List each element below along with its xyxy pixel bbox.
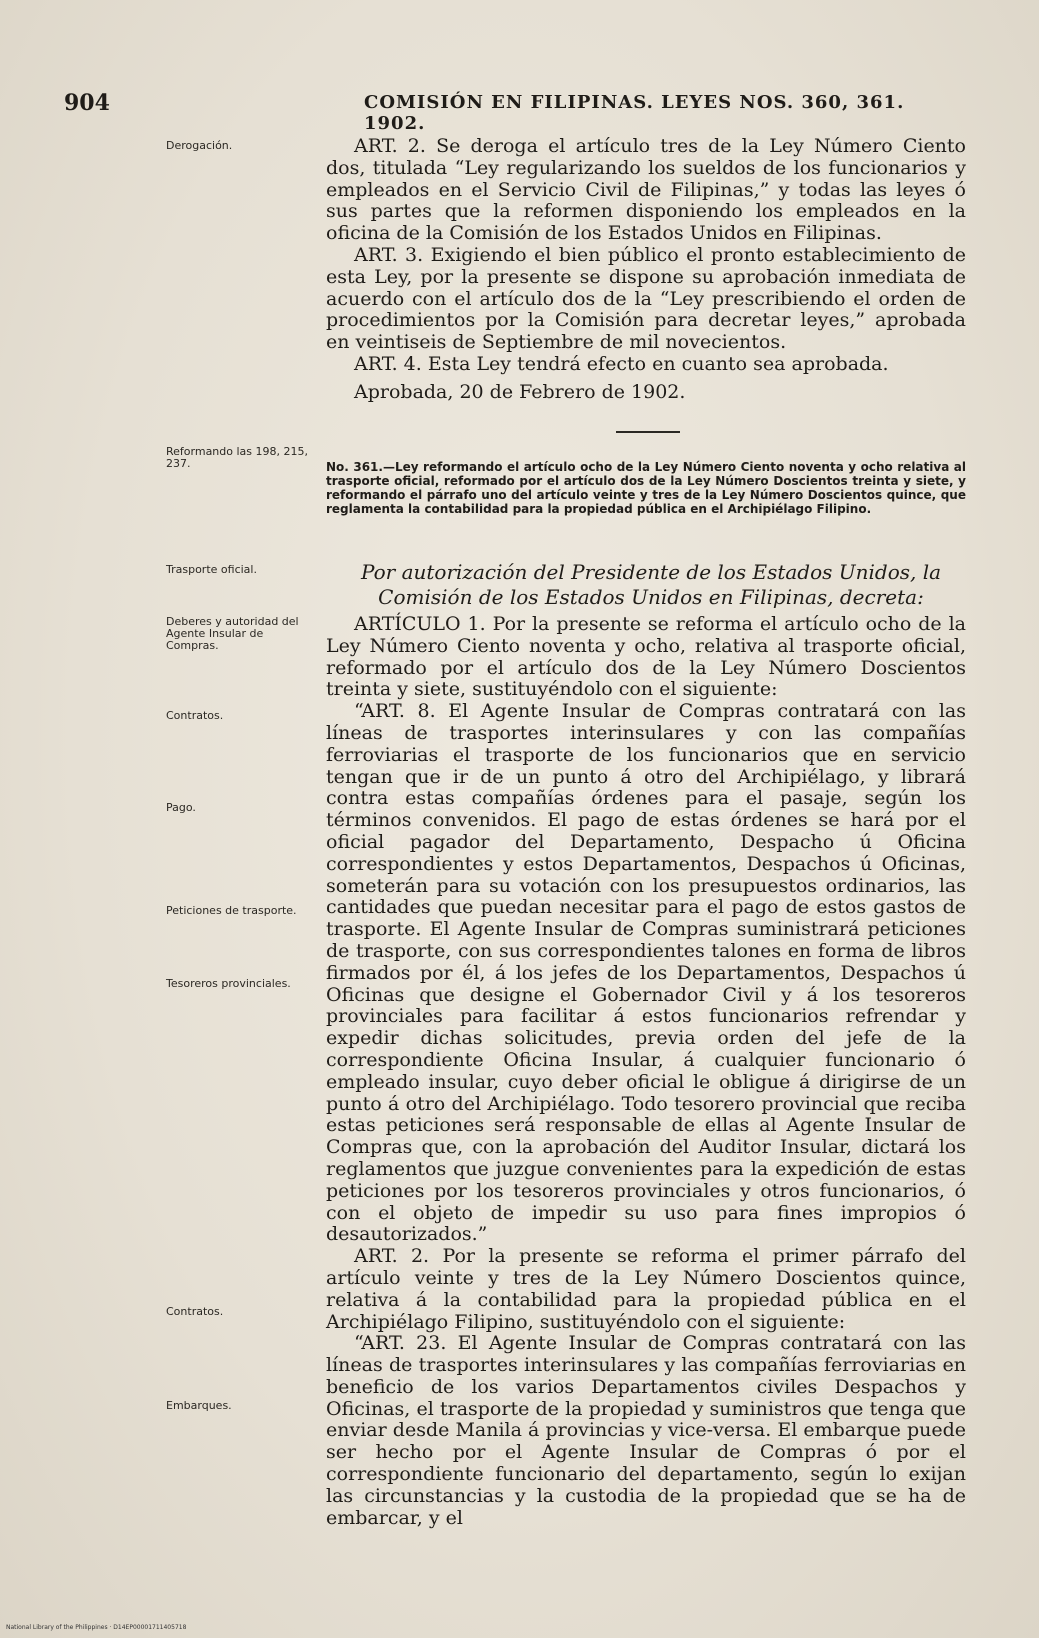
margin-note-contratos: Contratos.	[166, 709, 224, 722]
decree-line: Por autorización del Presidente de los Estados Unidos, la Comisión de los Estados Unidos en Filipinas, decreta:	[360, 560, 942, 609]
approval-date: Aprobada, 20 de Febrero de 1902.	[354, 380, 686, 403]
article-4: ART. 4. Esta Ley tendrá efecto en cuanto sea aprobada.	[354, 352, 889, 375]
section-ley-360	[326, 136, 966, 404]
law-361-title: No. 361.—Ley reformando el artículo ocho de la Ley Número Ciento noventa y ocho relativa al trasporte oficial, reformado por el artículo dos de la Ley Número Doscientos treinta y siete, y reformando el párrafo uno del artículo veinte y tres de la Ley Número Doscientos quince, que reglamenta la contabilidad para la propiedad pública en el Archipiélago Filipino.	[326, 460, 966, 516]
margin-note-tesoreros: Tesoreros provinciales.	[166, 977, 291, 990]
article-2: ART. 2. Se deroga el artículo tres de la Ley Número Ciento dos, titulada “Ley regularizando los sueldos de los funcionarios y empleados en el Servicio Civil de Filipinas,” y todas las leyes ó sus partes que la reformen disponiendo los empleados en la oficina de la Comisión de los Estados Unidos en Filipinas.	[326, 135, 966, 245]
section-divider	[616, 431, 680, 433]
scan-footer: National Library of the Philippines · D14EP00001711405718	[6, 1624, 187, 1631]
page-number: 904	[64, 90, 110, 116]
margin-note-trasporte-oficial: Trasporte oficial.	[166, 563, 257, 576]
article-3: ART. 3. Exigiendo el bien público el pronto establecimiento de esta Ley, por la presente se dispone su aprobación inmediata de acuerdo con el artículo dos de la “Ley prescribiendo el orden de procedimientos por la Comisión para decretar leyes,” aprobada en veintiseis de Septiembre de mil novecientos.	[326, 243, 966, 354]
page-header	[64, 90, 944, 134]
margin-note-pago: Pago.	[166, 801, 196, 814]
section-ley-361	[326, 614, 966, 1529]
law-361-article-8: “ART. 8. El Agente Insular de Compras contratará con las líneas de trasportes interinsulares y con las compañías ferroviarias el trasporte de los funcionarios que en servicio tengan que ir de un punto á otro del Archipiélago, y librará contra estas compañías órdenes para el pasaje, según los términos convenidos. El pago de estas órdenes se hará por el oficial pagador del Departamento, Despacho ú Oficina correspondientes y estos Departamentos, Despachos ú Oficinas, someterán para su votación con los presupuestos ordinarios, las cantidades que puedan necesitar para el pago de estos gastos de trasporte. El Agente Insular de Compras suministrará peticiones de trasporte, con sus correspondientes talones en forma de libros firmados por él, á los jefes de los Departamentos, Despachos ú Oficinas que designe el Gobernador Civil y á los tesoreros provinciales para facilitar á estos funcionarios refrendar y expedir dichas solicitudes, previa orden del jefe de la correspondiente Oficina Insular, á cualquier funcionario ó empleado insular, cuyo deber oficial le obligue á dirigirse de un punto á otro del Archipiélago. Todo tesorero provincial que reciba estas peticiones será responsable de ellas al Agente Insular de Compras que, con la aprobación del Auditor Insular, dictará los reglamentos que juzgue convenientes para la expedición de estas peticiones por los tesoreros provinciales y otros funcionarios, ó con el objeto de impedir su uso para fines impropios ó desautorizados.”	[326, 700, 966, 1246]
law-361-article-1: ARTÍCULO 1. Por la presente se reforma el artículo ocho de la Ley Número Ciento noventa y ocho, relativa al trasporte oficial, reformado por el artículo dos de la Ley Número Doscientos treinta y siete, sustituyéndolo con el siguiente:	[326, 613, 966, 701]
margin-note-embarques: Embarques.	[166, 1399, 232, 1412]
margin-note-contratos-2: Contratos.	[166, 1305, 224, 1318]
margin-note-reformando: Reformando las 198, 215, 237.	[166, 445, 308, 470]
margin-note-deberes: Deberes y autoridad del Agente Insular de Compras.	[166, 615, 299, 652]
law-361-article-2: ART. 2. Por la presente se reforma el primer párrafo del artículo veinte y tres de la Ley Número Doscientos quince, relativa á la contabilidad para la propiedad pública en el Archipiélago Filipino, sustituyéndolo con el siguiente:	[326, 1245, 966, 1333]
margin-note-derogacion: Derogación.	[166, 139, 233, 152]
running-head: COMISIÓN EN FILIPINAS. LEYES NOS. 360, 361. 1902.	[364, 92, 905, 134]
law-361-article-23: “ART. 23. El Agente Insular de Compras contratará con las líneas de trasportes interinsulares y las compañías ferroviarias en beneficio de los varios Departamentos civiles Despachos y Oficinas, el trasporte de la propiedad y suministros que tenga que enviar desde Manila á provincias y vice-versa. El embarque puede ser hecho por el Agente Insular de Compras ó por el correspondiente funcionario del departamento, según lo exijan las circunstancias y la custodia de la propiedad que se ha de embarcar, y el	[326, 1332, 966, 1529]
margin-note-peticiones: Peticiones de trasporte.	[166, 904, 297, 917]
